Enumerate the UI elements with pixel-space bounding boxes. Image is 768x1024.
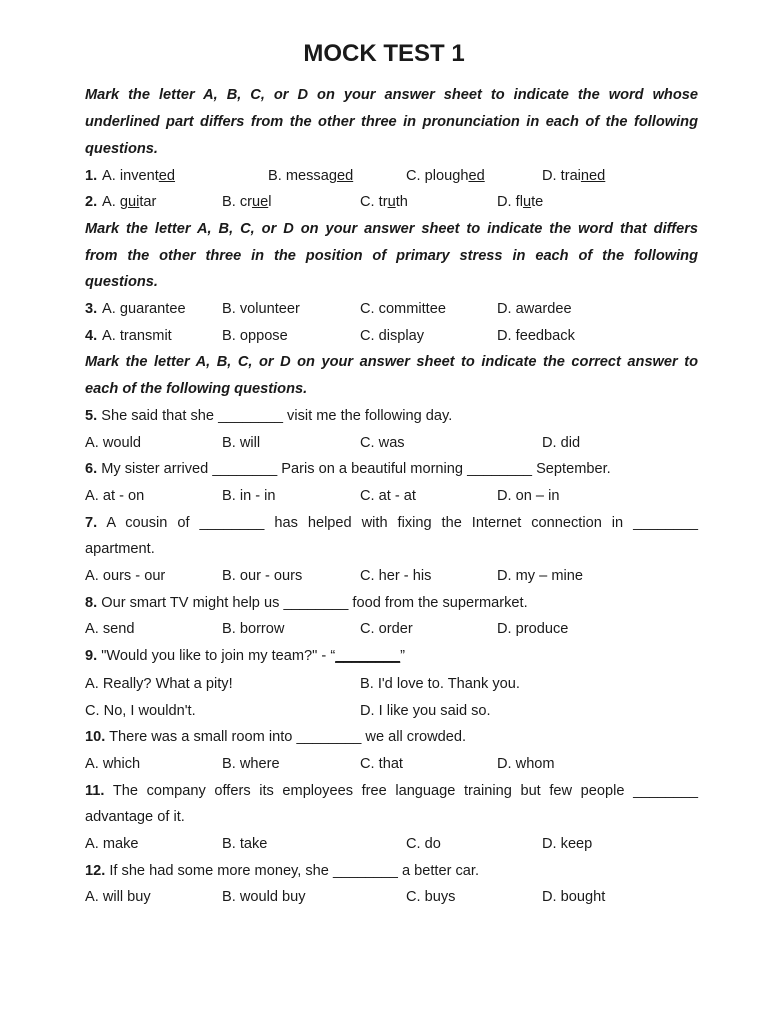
question-number: 1.	[85, 168, 98, 184]
option-d: D. bought	[542, 889, 606, 905]
option-c: C. her - his	[360, 568, 432, 584]
question-number: 11.	[85, 783, 105, 799]
option-c: C. committee	[360, 301, 446, 317]
option-a: A. make	[85, 836, 139, 852]
option-a: A. which	[85, 756, 141, 772]
option-b: B. I'd love to. Thank you.	[360, 676, 520, 692]
instruction-stress-line-1: Mark the letter A, B, C, or D on your answer sheet to indicate the word that differs	[85, 221, 698, 237]
option-a: A. Really? What a pity!	[85, 676, 233, 692]
option-b: B. in - in	[222, 488, 276, 504]
question-text: Our smart TV might help us ________ food from the supermarket.	[101, 595, 528, 611]
instruction-stress-line-2: from the other three in the position of primary stress in each of the following	[85, 248, 698, 264]
option-b: B. would buy	[222, 889, 306, 905]
question-text: The company offers its employees free language training but few people ________	[112, 783, 699, 799]
question-number: 3.	[85, 301, 98, 317]
option-c: C. No, I wouldn't.	[85, 703, 196, 719]
option-c: C. buys	[406, 889, 456, 905]
option-b: B. our - ours	[222, 568, 303, 584]
question-text: My sister arrived ________ Paris on a beautiful morning ________ September.	[101, 461, 611, 477]
question-text: There was a small room into ________ we all crowded.	[109, 729, 467, 745]
option-b: B. cruel	[222, 194, 272, 210]
option-a: A. send	[85, 621, 135, 637]
question-number: 2.	[85, 194, 98, 210]
option-b: B. take	[222, 836, 268, 852]
question-number: 4.	[85, 328, 98, 344]
option-c: C. do	[406, 836, 441, 852]
option-c: C. that	[360, 756, 403, 772]
question-1	[85, 167, 698, 185]
option-b: B. volunteer	[222, 301, 300, 317]
question-number: 5.	[85, 408, 98, 424]
question-7-stem	[85, 514, 698, 532]
option-c: C. order	[360, 621, 413, 637]
option-d: D. trained	[542, 168, 606, 184]
question-12-stem	[85, 862, 698, 880]
instruction-pronunciation-line-1: Mark the letter A, B, C, or D on your answer sheet to indicate the word whose	[85, 87, 698, 103]
question-text: She said that she ________ visit me the following day.	[101, 408, 453, 424]
option-d: D. my – mine	[497, 568, 583, 584]
question-3	[85, 300, 698, 318]
option-a: A. guarantee	[102, 301, 186, 317]
question-text: If she had some more money, she ________ a better car.	[109, 863, 480, 879]
question-number: 9.	[85, 648, 98, 664]
option-b: B. will	[222, 435, 261, 451]
instruction-pronunciation-line-3: questions.	[85, 141, 158, 157]
option-d: D. awardee	[497, 301, 572, 317]
page-title: MOCK TEST 1	[303, 40, 465, 67]
question-7-stem-continued: apartment.	[85, 541, 155, 557]
instruction-pronunciation-line-2: underlined part differs from the other three in pronunciation in each of the following	[85, 114, 698, 130]
option-c: C. was	[360, 435, 405, 451]
question-9-stem: 9. "Would you like to join my team?" - “________”	[85, 648, 405, 664]
question-6-stem	[85, 460, 698, 478]
instruction-correct-line-1: Mark the letter A, B, C, or D on your answer sheet to indicate the correct answer to	[85, 354, 698, 370]
option-c: C. ploughed	[406, 168, 485, 184]
option-c: C. truth	[360, 194, 408, 210]
option-a: A. would	[85, 435, 141, 451]
question-2	[85, 193, 698, 211]
question-11-stem	[85, 782, 698, 800]
question-number: 7.	[85, 515, 98, 531]
option-a: A. invented	[102, 168, 176, 184]
option-c: C. display	[360, 328, 425, 344]
question-8-stem	[85, 594, 698, 612]
question-4	[85, 327, 698, 345]
question-number: 12.	[85, 863, 106, 879]
option-a: A. at - on	[85, 488, 145, 504]
question-text: A cousin of ________ has helped with fixing the Internet connection in ________	[106, 515, 699, 531]
instruction-stress-line-3: questions.	[85, 274, 158, 290]
option-d: D. keep	[542, 836, 593, 852]
question-5-stem	[85, 407, 698, 425]
option-d: D. whom	[497, 756, 555, 772]
option-b: B. oppose	[222, 328, 288, 344]
question-number: 6.	[85, 461, 98, 477]
question-text: "Would you like to join my team?" - “	[101, 648, 336, 664]
option-d: D. flute	[497, 194, 544, 210]
option-b: B. borrow	[222, 621, 285, 637]
option-d: D. I like you said so.	[360, 703, 491, 719]
question-11-stem-continued: advantage of it.	[85, 809, 185, 825]
option-d: D. on – in	[497, 488, 560, 504]
option-d: D. feedback	[497, 328, 575, 344]
option-a: A. ours - our	[85, 568, 166, 584]
option-d: D. did	[542, 435, 581, 451]
option-c: C. at - at	[360, 488, 416, 504]
option-b: B. where	[222, 756, 280, 772]
instruction-correct-line-2: each of the following questions.	[85, 381, 308, 397]
option-d: D. produce	[497, 621, 569, 637]
option-b: B. messaged	[268, 168, 354, 184]
answer-blank: ________	[335, 648, 401, 664]
option-a: A. transmit	[102, 328, 172, 344]
option-a: A. guitar	[102, 194, 157, 210]
option-a: A. will buy	[85, 889, 151, 905]
question-10-stem	[85, 728, 698, 746]
question-number: 10.	[85, 729, 106, 745]
question-number: 8.	[85, 595, 98, 611]
